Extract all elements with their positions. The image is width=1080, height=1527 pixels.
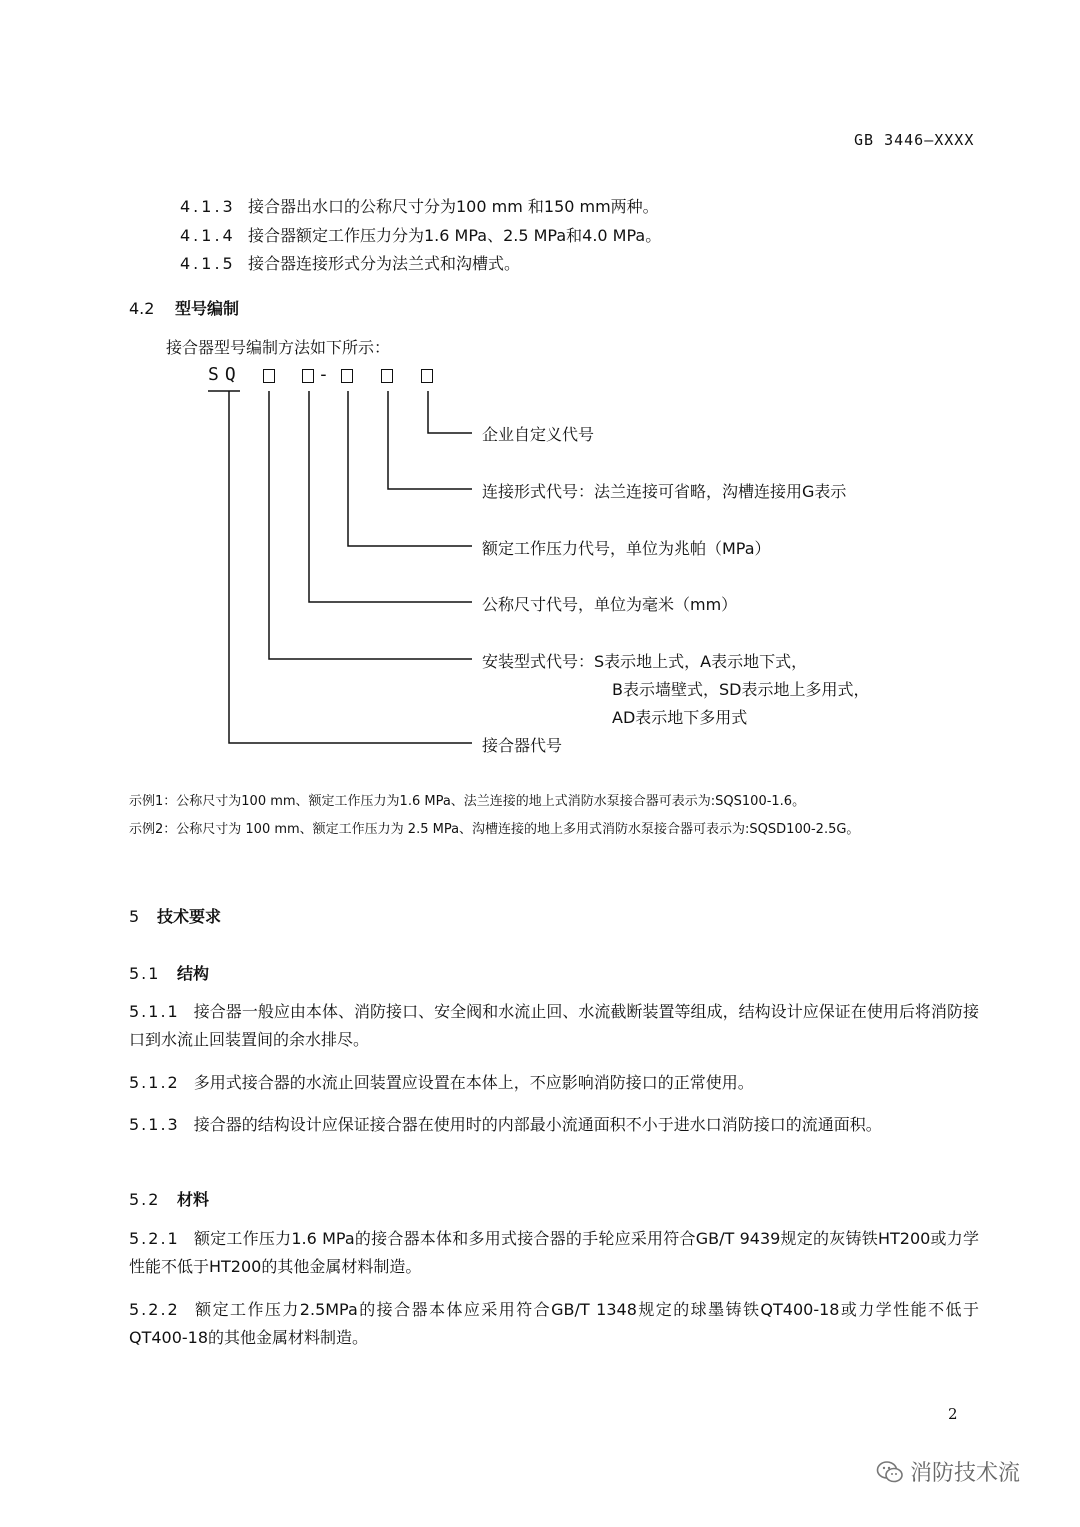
device-connector-line xyxy=(229,391,472,743)
section-5-heading xyxy=(129,904,221,927)
clause-number: 4.1.4 xyxy=(180,226,236,245)
clause-5-2-2 xyxy=(129,1296,979,1352)
clause-text: 接合器额定工作压力分为1.6 MPa、2.5 MPa和4.0 MPa。 xyxy=(248,226,662,245)
clause-number: 5.1.1 xyxy=(129,1002,180,1021)
section-title: 型号编制 xyxy=(175,299,240,318)
model-code-prefix: SQ xyxy=(208,364,242,385)
clause-5-2-1 xyxy=(129,1225,979,1281)
install-code-label-line3: AD表示地下多用式 xyxy=(612,708,748,727)
clause-5-1-3 xyxy=(129,1111,979,1139)
section-5-2-heading xyxy=(129,1187,209,1210)
section-title: 技术要求 xyxy=(157,907,222,926)
connection-code-label: 连接形式代号：法兰连接可省略，沟槽连接用G表示 xyxy=(482,482,847,501)
clause-text: 多用式接合器的水流止回装置应设置在本体上，不应影响消防接口的正常使用。 xyxy=(193,1073,754,1092)
custom-connector-line xyxy=(428,391,472,433)
pressure-connector-line xyxy=(348,391,472,546)
connection-connector-line xyxy=(388,391,472,489)
example-1: 示例1：公称尺寸为100 mm、额定工作压力为1.6 MPa、法兰连接的地上式消防水泵接合器可表示为:SQS100-1.6。 xyxy=(129,794,806,809)
install-connector-line xyxy=(269,391,472,659)
section-title: 结构 xyxy=(177,964,210,983)
section-5-1-heading xyxy=(129,961,209,984)
standard-code: GB 3446—XXXX xyxy=(854,131,975,149)
example-2: 示例2：公称尺寸为 100 mm、额定工作压力为 2.5 MPa、沟槽连接的地上多用式消防水泵接合器可表示为:SQSD100-2.5G。 xyxy=(129,822,860,837)
section-title: 材料 xyxy=(177,1190,210,1209)
clause-number: 5.1.3 xyxy=(129,1115,180,1134)
clause-text: 接合器的结构设计应保证接合器在使用时的内部最小流通面积不小于进水口消防接口的流通面积。 xyxy=(193,1115,882,1134)
section-number: 4.2 xyxy=(129,299,155,318)
clause-text: 额定工作压力2.5MPa的接合器本体应采用符合GB/T 1348规定的球墨铸铁QT400-18或力学性能不低于QT400-18的其他金属材料制造。 xyxy=(129,1300,979,1347)
clause-number: 4.1.3 xyxy=(180,197,236,216)
section-number: 5.2 xyxy=(129,1190,161,1209)
install-code-label-line2: B表示墙壁式，SD表示地上多用式， xyxy=(612,680,870,699)
custom-code-label: 企业自定义代号 xyxy=(482,425,595,444)
section-number: 5.1 xyxy=(129,964,161,983)
clause-text: 接合器连接形式分为法兰式和沟槽式。 xyxy=(248,254,521,273)
pressure-code-label: 额定工作压力代号，单位为兆帕（MPa） xyxy=(482,539,771,558)
device-code-label: 接合器代号 xyxy=(482,736,563,755)
clause-number: 5.2.2 xyxy=(129,1300,180,1319)
clause-text: 额定工作压力1.6 MPa的接合器本体和多用式接合器的手轮应采用符合GB/T 9439规定的灰铸铁HT200或力学性能不低于HT200的其他金属材料制造。 xyxy=(129,1229,979,1276)
page-number: 2 xyxy=(948,1405,958,1423)
clause-5-1-1 xyxy=(129,998,979,1054)
clause-number: 5.2.1 xyxy=(129,1229,180,1248)
section-number: 5 xyxy=(129,907,140,926)
model-intro-text: 接合器型号编制方法如下所示： xyxy=(166,338,391,357)
watermark-text: 消防技术流 xyxy=(910,1461,1021,1486)
clause-text: 接合器出水口的公称尺寸分为100 mm 和150 mm两种。 xyxy=(248,197,659,216)
clause-number: 5.1.2 xyxy=(129,1073,180,1092)
wechat-icon xyxy=(876,1460,904,1484)
size-connector-line xyxy=(309,391,472,602)
clause-5-1-2 xyxy=(129,1069,979,1097)
model-code-dash: - xyxy=(318,364,329,385)
watermark xyxy=(876,1456,1020,1487)
clause-number: 4.1.5 xyxy=(180,254,236,273)
install-code-label-line1: 安装型式代号：S表示地上式，A表示地下式， xyxy=(482,652,808,671)
size-code-label: 公称尺寸代号，单位为毫米（mm） xyxy=(482,595,738,614)
clause-text: 接合器一般应由本体、消防接口、安全阀和水流止回、水流截断装置等组成，结构设计应保证在使用后将消防接口到水流止回装置间的余水排尽。 xyxy=(129,1002,979,1049)
